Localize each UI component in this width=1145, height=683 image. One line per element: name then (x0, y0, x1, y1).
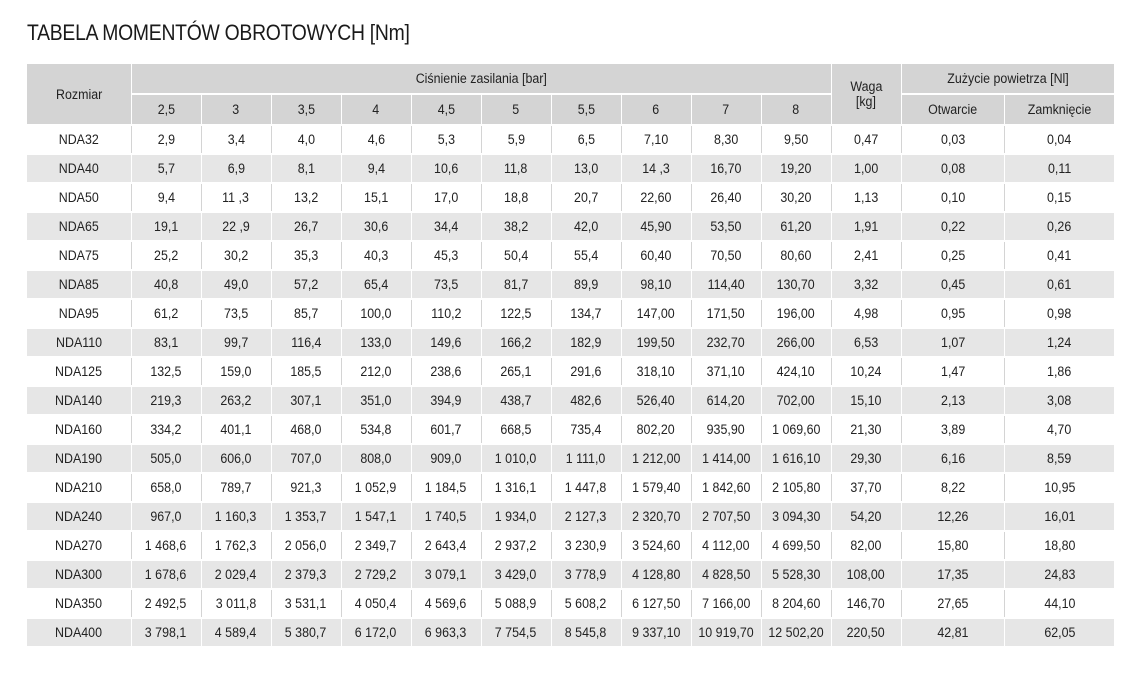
torque-cell: 601,7 (411, 415, 481, 444)
torque-cell: 10,6 (411, 154, 481, 183)
table-row (27, 531, 1114, 560)
torque-cell: 1 579,40 (621, 473, 691, 502)
torque-cell: 100,0 (341, 299, 411, 328)
close-air-cell: 18,80 (1004, 531, 1114, 560)
torque-cell: 2 105,80 (761, 473, 831, 502)
torque-cell: 318,10 (621, 357, 691, 386)
table-row (27, 473, 1114, 502)
weight-cell: 4,98 (831, 299, 901, 328)
torque-cell: 7,10 (621, 125, 691, 154)
torque-cell: 25,2 (131, 241, 201, 270)
open-air-cell: 0,08 (901, 154, 1004, 183)
torque-cell: 526,40 (621, 386, 691, 415)
close-air-cell: 0,98 (1004, 299, 1114, 328)
torque-cell: 1 353,7 (271, 502, 341, 531)
torque-cell: 20,7 (551, 183, 621, 212)
size-cell: NDA110 (27, 328, 131, 357)
torque-cell: 4 112,00 (691, 531, 761, 560)
table-row (27, 183, 1114, 212)
torque-cell: 789,7 (201, 473, 271, 502)
close-air-cell: 24,83 (1004, 560, 1114, 589)
torque-cell: 9,50 (761, 125, 831, 154)
torque-cell: 505,0 (131, 444, 201, 473)
table-row (27, 328, 1114, 357)
close-air-cell: 16,01 (1004, 502, 1114, 531)
torque-cell: 9,4 (341, 154, 411, 183)
open-air-cell: 3,89 (901, 415, 1004, 444)
torque-cell: 9 337,10 (621, 618, 691, 646)
torque-cell: 2 937,2 (481, 531, 551, 560)
torque-table (27, 64, 1114, 646)
torque-cell: 909,0 (411, 444, 481, 473)
close-air-cell: 0,15 (1004, 183, 1114, 212)
weight-cell: 146,70 (831, 589, 901, 618)
table-row (27, 444, 1114, 473)
open-air-cell: 0,03 (901, 125, 1004, 154)
size-cell: NDA160 (27, 415, 131, 444)
torque-cell: 22 ,9 (201, 212, 271, 241)
torque-cell: 2 707,50 (691, 502, 761, 531)
torque-cell: 4 569,6 (411, 589, 481, 618)
torque-cell: 6 127,50 (621, 589, 691, 618)
weight-cell: 29,30 (831, 444, 901, 473)
torque-cell: 6 963,3 (411, 618, 481, 646)
torque-cell: 4,0 (271, 125, 341, 154)
torque-cell: 263,2 (201, 386, 271, 415)
torque-cell: 149,6 (411, 328, 481, 357)
close-air-cell: 1,86 (1004, 357, 1114, 386)
torque-cell: 1 616,10 (761, 444, 831, 473)
torque-cell: 2,9 (131, 125, 201, 154)
torque-cell: 468,0 (271, 415, 341, 444)
torque-cell: 134,7 (551, 299, 621, 328)
open-air-cell: 0,22 (901, 212, 1004, 241)
torque-cell: 1 842,60 (691, 473, 761, 502)
torque-cell: 65,4 (341, 270, 411, 299)
torque-cell: 1 010,0 (481, 444, 551, 473)
torque-cell: 2 729,2 (341, 560, 411, 589)
close-air-cell: 0,04 (1004, 125, 1114, 154)
weight-cell: 3,32 (831, 270, 901, 299)
torque-cell: 70,50 (691, 241, 761, 270)
size-cell: NDA240 (27, 502, 131, 531)
torque-cell: 17,0 (411, 183, 481, 212)
torque-cell: 98,10 (621, 270, 691, 299)
open-air-cell: 0,10 (901, 183, 1004, 212)
weight-cell: 1,91 (831, 212, 901, 241)
torque-cell: 5 608,2 (551, 589, 621, 618)
torque-cell: 110,2 (411, 299, 481, 328)
torque-cell: 232,70 (691, 328, 761, 357)
torque-cell: 424,10 (761, 357, 831, 386)
weight-cell: 21,30 (831, 415, 901, 444)
torque-cell: 2 379,3 (271, 560, 341, 589)
size-cell: NDA32 (27, 125, 131, 154)
weight-cell: 82,00 (831, 531, 901, 560)
torque-cell: 371,10 (691, 357, 761, 386)
pressure-header: 5,5 (551, 94, 621, 125)
size-cell: NDA125 (27, 357, 131, 386)
torque-cell: 22,60 (621, 183, 691, 212)
open-air-cell: 6,16 (901, 444, 1004, 473)
torque-cell: 401,1 (201, 415, 271, 444)
torque-cell: 13,2 (271, 183, 341, 212)
size-cell: NDA75 (27, 241, 131, 270)
table-row (27, 299, 1114, 328)
torque-cell: 166,2 (481, 328, 551, 357)
weight-cell: 54,20 (831, 502, 901, 531)
torque-cell: 30,2 (201, 241, 271, 270)
torque-cell: 1 160,3 (201, 502, 271, 531)
weight-header: Waga [kg] (831, 64, 901, 125)
open-air-cell: 1,07 (901, 328, 1004, 357)
open-air-cell: 15,80 (901, 531, 1004, 560)
torque-cell: 1 468,6 (131, 531, 201, 560)
torque-cell: 99,7 (201, 328, 271, 357)
torque-cell: 40,3 (341, 241, 411, 270)
torque-cell: 1 934,0 (481, 502, 551, 531)
torque-cell: 1 069,60 (761, 415, 831, 444)
open-air-cell: 0,25 (901, 241, 1004, 270)
close-air-cell: 1,24 (1004, 328, 1114, 357)
torque-cell: 171,50 (691, 299, 761, 328)
size-cell: NDA40 (27, 154, 131, 183)
torque-cell: 2 320,70 (621, 502, 691, 531)
torque-cell: 702,00 (761, 386, 831, 415)
torque-cell: 159,0 (201, 357, 271, 386)
torque-cell: 34,4 (411, 212, 481, 241)
torque-cell: 3 094,30 (761, 502, 831, 531)
open-air-cell: 0,45 (901, 270, 1004, 299)
weight-cell: 37,70 (831, 473, 901, 502)
table-row (27, 618, 1114, 646)
torque-cell: 14 ,3 (621, 154, 691, 183)
pressure-group-header: Ciśnienie zasilania [bar] (131, 64, 831, 94)
torque-cell: 1 316,1 (481, 473, 551, 502)
table-row (27, 589, 1114, 618)
close-air-cell: 0,11 (1004, 154, 1114, 183)
torque-cell: 57,2 (271, 270, 341, 299)
weight-cell: 6,53 (831, 328, 901, 357)
torque-cell: 147,00 (621, 299, 691, 328)
weight-cell: 15,10 (831, 386, 901, 415)
torque-cell: 11,8 (481, 154, 551, 183)
torque-cell: 89,9 (551, 270, 621, 299)
close-air-cell: 3,08 (1004, 386, 1114, 415)
table-body (27, 125, 1114, 646)
torque-cell: 6 172,0 (341, 618, 411, 646)
weight-cell: 2,41 (831, 241, 901, 270)
torque-cell: 13,0 (551, 154, 621, 183)
close-air-cell: 8,59 (1004, 444, 1114, 473)
pressure-header: 7 (691, 94, 761, 125)
torque-cell: 10 919,70 (691, 618, 761, 646)
close-air-cell: 44,10 (1004, 589, 1114, 618)
torque-cell: 534,8 (341, 415, 411, 444)
torque-cell: 606,0 (201, 444, 271, 473)
weight-cell: 108,00 (831, 560, 901, 589)
torque-cell: 60,40 (621, 241, 691, 270)
size-cell: NDA210 (27, 473, 131, 502)
open-header: Otwarcie (901, 94, 1004, 125)
torque-cell: 196,00 (761, 299, 831, 328)
torque-cell: 3 429,0 (481, 560, 551, 589)
torque-cell: 19,20 (761, 154, 831, 183)
torque-cell: 5,9 (481, 125, 551, 154)
weight-cell: 0,47 (831, 125, 901, 154)
size-cell: NDA270 (27, 531, 131, 560)
torque-cell: 4 050,4 (341, 589, 411, 618)
table-row (27, 386, 1114, 415)
torque-cell: 808,0 (341, 444, 411, 473)
torque-cell: 132,5 (131, 357, 201, 386)
torque-cell: 30,6 (341, 212, 411, 241)
torque-cell: 1 447,8 (551, 473, 621, 502)
close-header: Zamknięcie (1004, 94, 1114, 125)
torque-cell: 1 547,1 (341, 502, 411, 531)
torque-cell: 265,1 (481, 357, 551, 386)
torque-cell: 2 643,4 (411, 531, 481, 560)
open-air-cell: 12,26 (901, 502, 1004, 531)
torque-cell: 80,60 (761, 241, 831, 270)
size-header: Rozmiar (27, 64, 131, 125)
size-cell: NDA400 (27, 618, 131, 646)
table-row (27, 154, 1114, 183)
torque-cell: 199,50 (621, 328, 691, 357)
torque-cell: 9,4 (131, 183, 201, 212)
open-air-cell: 27,65 (901, 589, 1004, 618)
torque-cell: 4 828,50 (691, 560, 761, 589)
torque-cell: 3 778,9 (551, 560, 621, 589)
pressure-header: 2,5 (131, 94, 201, 125)
table-row (27, 357, 1114, 386)
air-consumption-group-header: Zużycie powietrza [Nl] (901, 64, 1114, 94)
pressure-header: 5 (481, 94, 551, 125)
table-row (27, 241, 1114, 270)
weight-cell: 10,24 (831, 357, 901, 386)
torque-cell: 73,5 (201, 299, 271, 328)
torque-cell: 2 127,3 (551, 502, 621, 531)
torque-cell: 12 502,20 (761, 618, 831, 646)
torque-cell: 5,7 (131, 154, 201, 183)
torque-cell: 438,7 (481, 386, 551, 415)
torque-cell: 614,20 (691, 386, 761, 415)
torque-cell: 8 204,60 (761, 589, 831, 618)
pressure-header: 3 (201, 94, 271, 125)
torque-cell: 40,8 (131, 270, 201, 299)
torque-cell: 3,4 (201, 125, 271, 154)
torque-cell: 4 589,4 (201, 618, 271, 646)
torque-cell: 5,3 (411, 125, 481, 154)
torque-cell: 1 414,00 (691, 444, 761, 473)
torque-cell: 50,4 (481, 241, 551, 270)
torque-cell: 935,90 (691, 415, 761, 444)
torque-cell: 482,6 (551, 386, 621, 415)
torque-cell: 61,20 (761, 212, 831, 241)
torque-cell: 8,30 (691, 125, 761, 154)
torque-cell: 15,1 (341, 183, 411, 212)
torque-cell: 219,3 (131, 386, 201, 415)
torque-cell: 7 166,00 (691, 589, 761, 618)
torque-cell: 42,0 (551, 212, 621, 241)
torque-cell: 3 531,1 (271, 589, 341, 618)
torque-cell: 30,20 (761, 183, 831, 212)
table-row (27, 270, 1114, 299)
size-cell: NDA85 (27, 270, 131, 299)
close-air-cell: 0,41 (1004, 241, 1114, 270)
torque-cell: 18,8 (481, 183, 551, 212)
torque-cell: 5 528,30 (761, 560, 831, 589)
table-header (27, 64, 1114, 125)
torque-cell: 35,3 (271, 241, 341, 270)
size-cell: NDA65 (27, 212, 131, 241)
torque-cell: 3 230,9 (551, 531, 621, 560)
torque-cell: 5 380,7 (271, 618, 341, 646)
torque-cell: 133,0 (341, 328, 411, 357)
torque-cell: 3 011,8 (201, 589, 271, 618)
table-row (27, 560, 1114, 589)
torque-cell: 307,1 (271, 386, 341, 415)
torque-cell: 45,3 (411, 241, 481, 270)
torque-cell: 4 699,50 (761, 531, 831, 560)
torque-cell: 2 056,0 (271, 531, 341, 560)
torque-cell: 1 678,6 (131, 560, 201, 589)
pressure-header: 4,5 (411, 94, 481, 125)
pressure-header: 6 (621, 94, 691, 125)
torque-cell: 45,90 (621, 212, 691, 241)
torque-cell: 1 762,3 (201, 531, 271, 560)
torque-cell: 8 545,8 (551, 618, 621, 646)
torque-cell: 6,9 (201, 154, 271, 183)
close-air-cell: 0,61 (1004, 270, 1114, 299)
torque-cell: 5 088,9 (481, 589, 551, 618)
torque-cell: 3 524,60 (621, 531, 691, 560)
torque-cell: 1 111,0 (551, 444, 621, 473)
torque-cell: 921,3 (271, 473, 341, 502)
torque-cell: 6,5 (551, 125, 621, 154)
torque-cell: 1 052,9 (341, 473, 411, 502)
close-air-cell: 0,26 (1004, 212, 1114, 241)
torque-cell: 61,2 (131, 299, 201, 328)
torque-cell: 351,0 (341, 386, 411, 415)
torque-cell: 122,5 (481, 299, 551, 328)
pressure-header: 3,5 (271, 94, 341, 125)
torque-cell: 11 ,3 (201, 183, 271, 212)
torque-cell: 73,5 (411, 270, 481, 299)
table-row (27, 212, 1114, 241)
weight-cell: 1,00 (831, 154, 901, 183)
torque-cell: 212,0 (341, 357, 411, 386)
weight-cell: 1,13 (831, 183, 901, 212)
size-cell: NDA50 (27, 183, 131, 212)
torque-cell: 668,5 (481, 415, 551, 444)
torque-cell: 394,9 (411, 386, 481, 415)
torque-cell: 130,70 (761, 270, 831, 299)
torque-cell: 185,5 (271, 357, 341, 386)
torque-cell: 735,4 (551, 415, 621, 444)
open-air-cell: 17,35 (901, 560, 1004, 589)
open-air-cell: 2,13 (901, 386, 1004, 415)
torque-cell: 2 349,7 (341, 531, 411, 560)
open-air-cell: 8,22 (901, 473, 1004, 502)
torque-cell: 4,6 (341, 125, 411, 154)
torque-cell: 7 754,5 (481, 618, 551, 646)
torque-cell: 26,40 (691, 183, 761, 212)
torque-cell: 55,4 (551, 241, 621, 270)
torque-cell: 4 128,80 (621, 560, 691, 589)
size-cell: NDA190 (27, 444, 131, 473)
torque-cell: 1 740,5 (411, 502, 481, 531)
torque-cell: 2 492,5 (131, 589, 201, 618)
size-cell: NDA350 (27, 589, 131, 618)
torque-cell: 3 079,1 (411, 560, 481, 589)
torque-cell: 81,7 (481, 270, 551, 299)
torque-cell: 19,1 (131, 212, 201, 241)
weight-cell: 220,50 (831, 618, 901, 646)
torque-cell: 238,6 (411, 357, 481, 386)
size-cell: NDA95 (27, 299, 131, 328)
torque-cell: 116,4 (271, 328, 341, 357)
torque-cell: 707,0 (271, 444, 341, 473)
torque-cell: 8,1 (271, 154, 341, 183)
torque-cell: 85,7 (271, 299, 341, 328)
close-air-cell: 10,95 (1004, 473, 1114, 502)
torque-cell: 83,1 (131, 328, 201, 357)
torque-cell: 49,0 (201, 270, 271, 299)
torque-cell: 967,0 (131, 502, 201, 531)
torque-cell: 3 798,1 (131, 618, 201, 646)
torque-cell: 114,40 (691, 270, 761, 299)
torque-cell: 802,20 (621, 415, 691, 444)
torque-cell: 1 212,00 (621, 444, 691, 473)
torque-cell: 182,9 (551, 328, 621, 357)
torque-cell: 266,00 (761, 328, 831, 357)
table-row (27, 415, 1114, 444)
close-air-cell: 62,05 (1004, 618, 1114, 646)
torque-cell: 38,2 (481, 212, 551, 241)
pressure-header: 8 (761, 94, 831, 125)
size-cell: NDA140 (27, 386, 131, 415)
torque-cell: 2 029,4 (201, 560, 271, 589)
close-air-cell: 4,70 (1004, 415, 1114, 444)
torque-cell: 658,0 (131, 473, 201, 502)
page-title: TABELA MOMENTÓW OBROTOWYCH [Nm] (27, 20, 410, 45)
pressure-header: 4 (341, 94, 411, 125)
torque-cell: 334,2 (131, 415, 201, 444)
table-row (27, 502, 1114, 531)
torque-cell: 53,50 (691, 212, 761, 241)
torque-cell: 26,7 (271, 212, 341, 241)
open-air-cell: 0,95 (901, 299, 1004, 328)
open-air-cell: 42,81 (901, 618, 1004, 646)
table-row (27, 125, 1114, 154)
torque-cell: 16,70 (691, 154, 761, 183)
open-air-cell: 1,47 (901, 357, 1004, 386)
size-cell: NDA300 (27, 560, 131, 589)
torque-cell: 1 184,5 (411, 473, 481, 502)
torque-cell: 291,6 (551, 357, 621, 386)
